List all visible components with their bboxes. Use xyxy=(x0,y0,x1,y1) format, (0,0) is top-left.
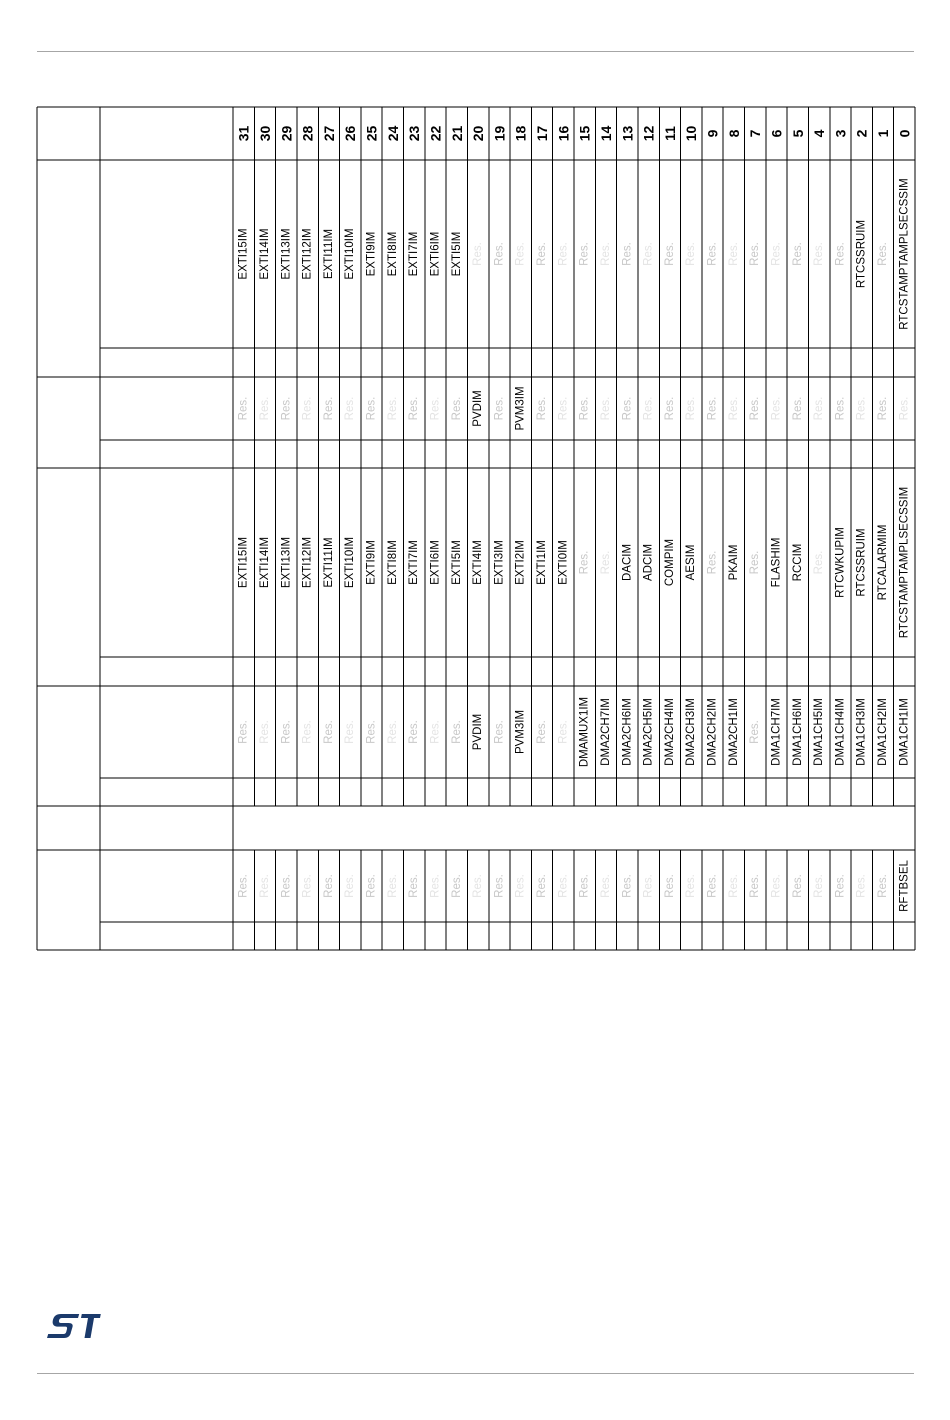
reserved-bit-label: Res. xyxy=(877,396,890,421)
reserved-bit-label: Res. xyxy=(791,396,804,421)
bit-field-label: FLASHIM xyxy=(770,537,783,588)
reserved-bit-label: Res. xyxy=(685,242,698,266)
reserved-bit-label: Res. xyxy=(749,396,762,421)
reserved-bit-label: Res. xyxy=(493,720,506,744)
reserved-bit-label: Res. xyxy=(280,720,293,744)
reserved-bit-label: Res. xyxy=(429,874,442,898)
bit-number-label: 18 xyxy=(512,125,529,142)
bit-field-label: RTCSTAMPTAMPLSECSSIM xyxy=(898,486,911,639)
reserved-bit-label: Res. xyxy=(813,396,826,421)
bit-field-label: EXTI8IM xyxy=(386,540,399,585)
reserved-bit-label: Res. xyxy=(770,396,783,421)
reserved-bit-label: Res. xyxy=(536,396,549,421)
bit-field-label: AESIM xyxy=(685,544,698,581)
reserved-bit-label: Res. xyxy=(322,720,335,744)
bit-field-label: RTCSSRUIM xyxy=(855,528,868,597)
bit-field-label: EXTI6IM xyxy=(429,540,442,585)
bit-field-label: DMA2CH2IM xyxy=(706,698,719,766)
bit-number-label: 30 xyxy=(256,125,273,142)
reserved-bit-label: Res. xyxy=(749,242,762,266)
reserved-bit-label: Res. xyxy=(365,720,378,744)
reserved-bit-label: Res. xyxy=(322,874,335,898)
bit-field-label: RTCALARMIM xyxy=(877,524,890,601)
reserved-bit-label: Res. xyxy=(663,874,676,898)
reserved-bit-label: Res. xyxy=(578,396,591,421)
reserved-bit-label: Res. xyxy=(642,874,655,898)
bit-field-label: DMA1CH6IM xyxy=(791,698,804,766)
bit-number-label: 5 xyxy=(789,129,806,138)
bit-field-label: RTCSSRUIM xyxy=(855,219,868,289)
reserved-bit-label: Res. xyxy=(237,720,250,744)
bit-number-label: 16 xyxy=(555,125,572,142)
reserved-bit-label: Res. xyxy=(280,396,293,421)
bit-field-label: EXTI12IM xyxy=(301,228,314,280)
reserved-bit-label: Res. xyxy=(408,396,421,421)
bit-field-label: EXTI11IM xyxy=(322,228,335,280)
reserved-bit-label: Res. xyxy=(663,396,676,421)
bit-number-label: 7 xyxy=(747,129,764,138)
bit-field-label: DMA1CH4IM xyxy=(834,698,847,766)
reserved-bit-label: Res. xyxy=(749,874,762,898)
bit-number-label: 19 xyxy=(491,125,508,142)
reserved-bit-label: Res. xyxy=(322,396,335,421)
bit-number-label: 21 xyxy=(448,125,465,142)
bit-field-label: DMA2CH7IM xyxy=(599,698,612,766)
reserved-bit-label: Res. xyxy=(557,874,570,898)
bit-field-label: DMA2CH1IM xyxy=(727,698,740,766)
reserved-bit-label: Res. xyxy=(536,874,549,898)
reserved-bit-label: Res. xyxy=(791,874,804,898)
reserved-bit-label: Res. xyxy=(258,396,271,421)
bit-field-label: EXTI14IM xyxy=(258,536,271,589)
bit-number-label: 22 xyxy=(427,125,444,142)
bit-field-label: EXTI13IM xyxy=(280,228,293,280)
bit-number-label: 14 xyxy=(597,125,614,142)
reserved-bit-label: Res. xyxy=(749,720,762,744)
reserved-bit-label: Res. xyxy=(578,550,591,575)
reserved-bit-label: Res. xyxy=(344,874,357,898)
reserved-bit-label: Res. xyxy=(365,396,378,421)
reserved-bit-label: Res. xyxy=(727,874,740,898)
reserved-bit-label: Res. xyxy=(472,242,485,266)
bit-number-label: 13 xyxy=(619,125,636,142)
bit-field-label: EXTI11IM xyxy=(322,537,335,588)
bit-number-label: 25 xyxy=(363,125,380,142)
reserved-bit-label: Res. xyxy=(834,874,847,898)
reserved-bit-label: Res. xyxy=(749,550,762,575)
reserved-bit-label: Res. xyxy=(408,874,421,898)
reserved-bit-label: Res. xyxy=(706,396,719,421)
bit-number-label: 17 xyxy=(534,125,551,142)
bit-field-label: EXTI7IM xyxy=(408,231,421,277)
bit-field-label: EXTI10IM xyxy=(344,536,357,589)
reserved-bit-label: Res. xyxy=(706,550,719,575)
reserved-bit-label: Res. xyxy=(770,874,783,898)
reserved-bit-label: Res. xyxy=(365,874,378,898)
reserved-bit-label: Res. xyxy=(557,396,570,421)
bit-number-label: 29 xyxy=(278,125,295,142)
reserved-bit-label: Res. xyxy=(493,396,506,421)
bit-field-label: PVM3IM xyxy=(514,386,527,431)
bit-field-label: EXTI9IM xyxy=(365,540,378,585)
bit-number-label: 8 xyxy=(725,129,742,138)
bit-number-label: 3 xyxy=(832,129,849,138)
reserved-bit-label: Res. xyxy=(557,242,570,266)
reserved-bit-label: Res. xyxy=(237,396,250,421)
bit-field-label: EXTI4IM xyxy=(472,540,485,585)
bit-field-label: DMA2CH3IM xyxy=(685,698,698,766)
bit-field-label: PVM3IM xyxy=(514,709,527,755)
reserved-bit-label: Res. xyxy=(237,874,250,898)
bit-number-label: 24 xyxy=(384,125,401,142)
reserved-bit-label: Res. xyxy=(301,874,314,898)
bit-field-label: DMA2CH6IM xyxy=(621,698,634,766)
reserved-bit-label: Res. xyxy=(344,396,357,421)
reserved-bit-label: Res. xyxy=(514,874,527,898)
reserved-bit-label: Res. xyxy=(386,720,399,744)
bit-number-label: 15 xyxy=(576,125,593,142)
reserved-bit-label: Res. xyxy=(493,242,506,266)
reserved-bit-label: Res. xyxy=(344,720,357,744)
bit-number-label: 1 xyxy=(875,129,892,138)
reserved-bit-label: Res. xyxy=(642,396,655,421)
reserved-bit-label: Res. xyxy=(685,874,698,898)
bit-number-label: 6 xyxy=(768,129,785,138)
reserved-bit-label: Res. xyxy=(877,242,890,266)
bit-number-label: 20 xyxy=(470,125,487,142)
reserved-bit-label: Res. xyxy=(685,396,698,421)
bit-field-label: EXTI13IM xyxy=(280,536,293,589)
bit-field-label: EXTI0IM xyxy=(557,540,570,585)
bit-number-label: 0 xyxy=(896,129,913,138)
reserved-bit-label: Res. xyxy=(472,874,485,898)
bit-field-label: RTCWKUPIM xyxy=(834,527,847,598)
reserved-bit-label: Res. xyxy=(599,874,612,898)
reserved-bit-label: Res. xyxy=(834,242,847,266)
bit-field-label: EXTI9IM xyxy=(365,231,378,277)
reserved-bit-label: Res. xyxy=(834,396,847,421)
reserved-bit-label: Res. xyxy=(621,874,634,898)
bit-field-label: EXTI14IM xyxy=(258,228,271,280)
bit-field-label: EXTI8IM xyxy=(386,231,399,277)
st-logo xyxy=(44,1312,102,1342)
bit-number-label: 31 xyxy=(235,125,252,142)
reserved-bit-label: Res. xyxy=(599,396,612,421)
reserved-bit-label: Res. xyxy=(855,396,868,421)
bit-field-label: DMA2CH5IM xyxy=(642,698,655,766)
bit-field-label: EXTI15IM xyxy=(237,228,250,280)
reserved-bit-label: Res. xyxy=(706,242,719,266)
reserved-bit-label: Res. xyxy=(450,720,463,744)
bit-number-label: 23 xyxy=(406,125,423,142)
bit-field-label: EXTI12IM xyxy=(301,536,314,589)
bit-field-label: ADCIM xyxy=(642,543,655,582)
reserved-bit-label: Res. xyxy=(386,874,399,898)
bit-field-label: EXTI3IM xyxy=(493,540,506,585)
reserved-bit-label: Res. xyxy=(536,720,549,744)
bit-field-label: DMAMUX1IM xyxy=(578,696,591,768)
bit-field-label: EXTI2IM xyxy=(514,540,527,585)
reserved-bit-label: Res. xyxy=(621,242,634,266)
reserved-bit-label: Res. xyxy=(429,720,442,744)
reserved-bit-label: Res. xyxy=(493,874,506,898)
reserved-bit-label: Res. xyxy=(514,242,527,266)
reserved-bit-label: Res. xyxy=(301,396,314,421)
bit-number-label: 11 xyxy=(661,126,678,141)
bit-number-label: 9 xyxy=(704,129,721,138)
reserved-bit-label: Res. xyxy=(855,874,868,898)
reserved-bit-label: Res. xyxy=(663,242,676,266)
reserved-bit-label: Res. xyxy=(599,242,612,266)
reserved-bit-label: Res. xyxy=(258,720,271,744)
reserved-bit-label: Res. xyxy=(450,874,463,898)
bit-field-label: EXTI15IM xyxy=(237,536,250,589)
bit-field-label: DACIM xyxy=(621,543,634,582)
bit-field-label: EXTI10IM xyxy=(344,228,357,280)
bit-field-label: RTCSTAMPTAMPLSECSSIM xyxy=(898,178,911,330)
reserved-bit-label: Res. xyxy=(791,242,804,266)
reserved-bit-label: Res. xyxy=(877,874,890,898)
reserved-bit-label: Res. xyxy=(621,396,634,421)
bit-number-label: 26 xyxy=(342,125,359,142)
reserved-bit-label: Res. xyxy=(280,874,293,898)
bit-field-label: DMA1CH5IM xyxy=(813,698,826,766)
bit-field-label: DMA1CH2IM xyxy=(877,698,890,766)
reserved-bit-label: Res. xyxy=(578,242,591,266)
reserved-bit-label: Res. xyxy=(813,242,826,266)
reserved-bit-label: Res. xyxy=(813,874,826,898)
bit-field-label: DMA1CH3IM xyxy=(855,698,868,766)
bit-number-label: 2 xyxy=(853,129,870,138)
bit-field-label: EXTI1IM xyxy=(536,540,549,585)
reserved-bit-label: Res. xyxy=(727,396,740,421)
bit-number-label: 28 xyxy=(299,125,316,142)
bit-number-label: 10 xyxy=(683,125,700,142)
bit-field-label: DMA1CH1IM xyxy=(898,698,911,766)
reserved-bit-label: Res. xyxy=(557,720,570,744)
reserved-bit-label: Res. xyxy=(450,396,463,421)
bit-number-label: 27 xyxy=(320,125,337,142)
reserved-bit-label: Res. xyxy=(770,242,783,266)
bit-field-label: EXTI7IM xyxy=(408,540,421,585)
bit-number-label: 4 xyxy=(811,129,828,138)
bit-field-label: PVDIM xyxy=(472,713,485,751)
reserved-bit-label: Res. xyxy=(301,720,314,744)
reserved-bit-label: Res. xyxy=(386,396,399,421)
bit-field-label: DMA2CH4IM xyxy=(663,698,676,766)
reserved-bit-label: Res. xyxy=(258,874,271,898)
reserved-bit-label: Res. xyxy=(578,874,591,898)
reserved-bit-label: Res. xyxy=(642,242,655,266)
reserved-bit-label: Res. xyxy=(429,396,442,421)
reserved-bit-label: Res. xyxy=(408,720,421,744)
bit-field-label: COMPIM xyxy=(663,538,676,587)
bit-field-label: RFTBSEL xyxy=(898,860,911,912)
reserved-bit-label: Res. xyxy=(727,242,740,266)
reserved-bit-label: Res. xyxy=(706,874,719,898)
bit-field-label: EXTI5IM xyxy=(450,540,463,585)
bit-field-label: PKAIM xyxy=(727,544,740,581)
bit-number-label: 12 xyxy=(640,125,657,142)
bit-field-label: DMA1CH7IM xyxy=(770,698,783,766)
bit-field-label: PVDIM xyxy=(472,390,485,427)
bit-field-label: RCCIM xyxy=(791,543,804,582)
reserved-bit-label: Res. xyxy=(536,242,549,266)
reserved-bit-label: Res. xyxy=(813,550,826,575)
reserved-bit-label: Res. xyxy=(898,396,911,421)
bit-field-label: EXTI5IM xyxy=(450,231,463,277)
reserved-bit-label: Res. xyxy=(599,550,612,575)
bit-field-label: EXTI6IM xyxy=(429,231,442,277)
